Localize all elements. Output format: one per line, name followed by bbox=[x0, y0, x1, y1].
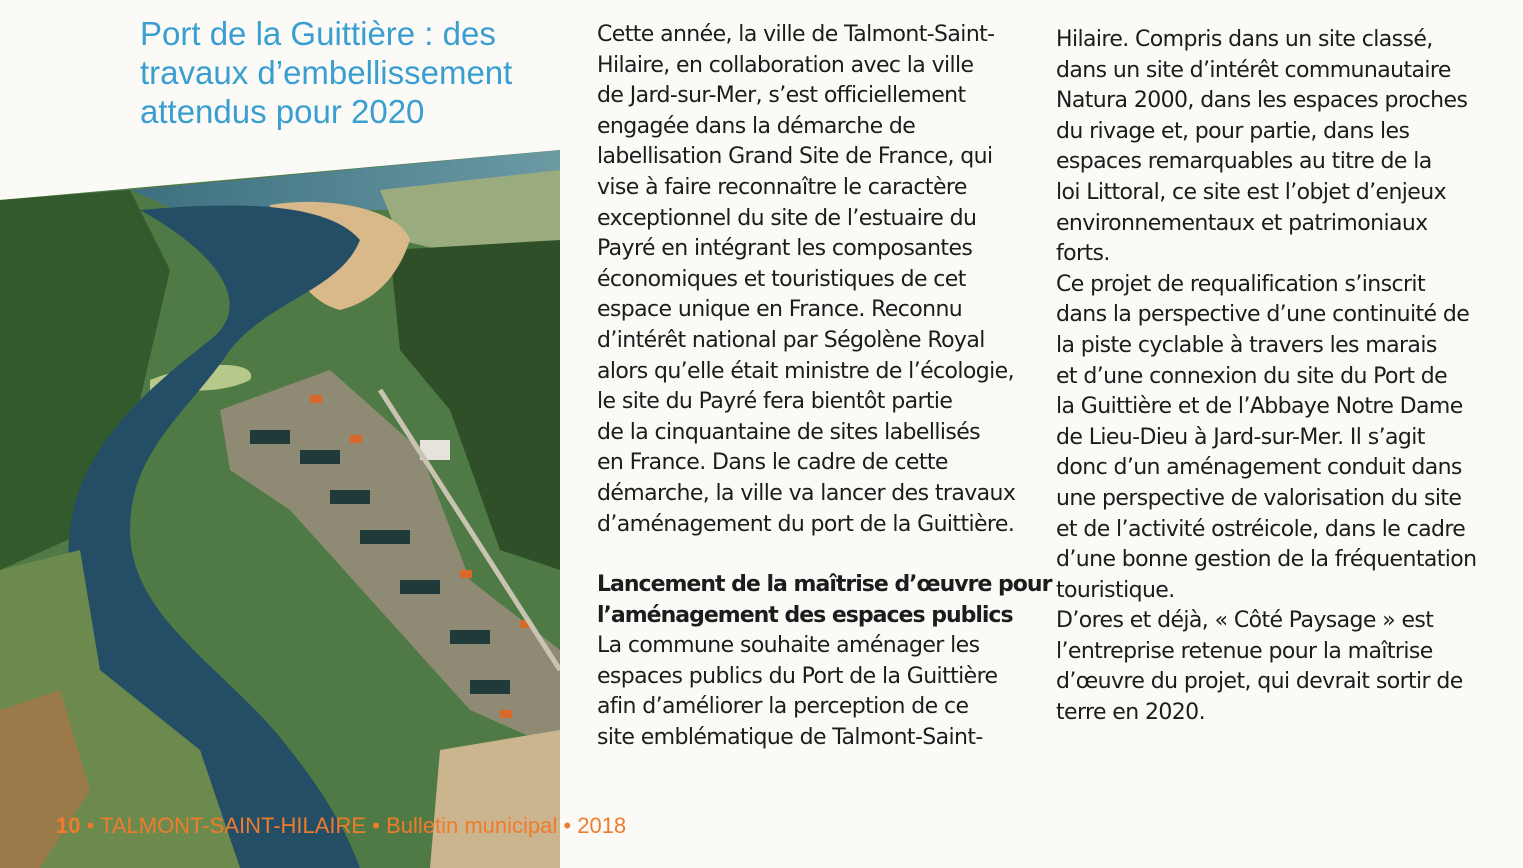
article-column-2 bbox=[1056, 25, 1516, 729]
paragraph-line: engagée dans la démarche de bbox=[597, 113, 916, 139]
paragraph-line: l’entreprise retenue pour la maîtrise bbox=[1056, 638, 1433, 664]
paragraph-line: dans un site d’intérêt communautaire bbox=[1056, 57, 1451, 83]
paragraph-line: d’œuvre du projet, qui devrait sortir de bbox=[1056, 669, 1463, 695]
paragraph-line: de Jard-sur-Mer, s’est officiellement bbox=[597, 83, 966, 109]
section-subheading: l’aménagement des espaces publics bbox=[597, 602, 1013, 628]
title-line: travaux d’embellissement bbox=[140, 54, 513, 91]
article-column-1 bbox=[597, 20, 1052, 754]
paragraph-line: Hilaire, en collaboration avec la ville bbox=[597, 52, 974, 78]
page-footer bbox=[56, 813, 626, 839]
paragraph-line: espaces remarquables au titre de la bbox=[1056, 149, 1432, 175]
paragraph-line: Ce projet de requalification s’inscrit bbox=[1056, 271, 1425, 297]
paragraph-line: site emblématique de Talmont-Saint- bbox=[597, 725, 983, 751]
paragraph-line: d’intérêt national par Ségolène Royal bbox=[597, 327, 985, 353]
footer-separator: • bbox=[372, 813, 380, 838]
paragraph-line: environnementaux et patrimoniaux bbox=[1056, 210, 1428, 236]
paragraph-line: Hilaire. Compris dans un site classé, bbox=[1056, 27, 1433, 52]
footer-publication: Bulletin municipal bbox=[386, 813, 558, 838]
paragraph-line: du rivage et, pour partie, dans les bbox=[1056, 118, 1410, 144]
title-line: attendus pour 2020 bbox=[140, 93, 425, 130]
paragraph-line: la piste cyclable à travers les marais bbox=[1056, 332, 1437, 358]
paragraph-line: La commune souhaite aménager les bbox=[597, 633, 980, 659]
paragraph-line: de Lieu-Dieu à Jard-sur-Mer. Il s’agit bbox=[1056, 424, 1425, 450]
paragraph-line: espace unique en France. Reconnu bbox=[597, 297, 963, 323]
paragraph-line: vise à faire reconnaître le caractère bbox=[597, 174, 967, 200]
aerial-estuary-photo bbox=[0, 150, 560, 868]
paragraph-line: de la cinquantaine de sites labellisés bbox=[597, 419, 981, 445]
section-subheading: Lancement de la maîtrise d’œuvre pour bbox=[597, 572, 1052, 598]
paragraph-line: alors qu’elle était ministre de l’écologie, bbox=[597, 358, 1014, 384]
footer-year: 2018 bbox=[577, 813, 627, 838]
paragraph-line: la Guittière et de l’Abbaye Notre Dame bbox=[1056, 394, 1463, 420]
footer-separator: • bbox=[86, 813, 95, 838]
paragraph-line: démarche, la ville va lancer des travaux bbox=[597, 480, 1016, 506]
paragraph-line: touristique. bbox=[1056, 577, 1175, 603]
paragraph-line: et d’une connexion du site du Port de bbox=[1056, 363, 1448, 389]
paragraph-line: et de l’activité ostréicole, dans le cadre bbox=[1056, 516, 1466, 542]
paragraph-line: dans la perspective d’une continuité de bbox=[1056, 302, 1470, 328]
paragraph-line: économiques et touristiques de cet bbox=[597, 266, 966, 292]
paragraph-line: labellisation Grand Site de France, qui bbox=[597, 144, 993, 170]
paragraph-line: Natura 2000, dans les espaces proches bbox=[1056, 88, 1468, 114]
paragraph-line: le site du Payré fera bientôt partie bbox=[597, 389, 953, 415]
footer-city: TALMONT-SAINT-HILAIRE bbox=[100, 813, 367, 838]
paragraph-line: Cette année, la ville de Talmont-Saint- bbox=[597, 22, 995, 47]
paragraph-line: D’ores et déjà, « Côté Paysage » est bbox=[1056, 608, 1434, 634]
title-line: Port de la Guittière : des bbox=[140, 15, 496, 52]
paragraph-line: d’une bonne gestion de la fréquentation bbox=[1056, 547, 1477, 573]
paragraph-line: forts. bbox=[1056, 241, 1110, 267]
paragraph-line: d’aménagement du port de la Guittière. bbox=[597, 511, 1015, 537]
paragraph-line: en France. Dans le cadre de cette bbox=[597, 450, 948, 476]
paragraph-line: Payré en intégrant les composantes bbox=[597, 236, 973, 262]
paragraph-line: espaces publics du Port de la Guittière bbox=[597, 663, 998, 689]
paragraph-line: terre en 2020. bbox=[1056, 700, 1205, 726]
paragraph-line: exceptionnel du site de l’estuaire du bbox=[597, 205, 977, 231]
paragraph-line: afin d’améliorer la perception de ce bbox=[597, 694, 969, 720]
paragraph-line: loi Littoral, ce site est l’objet d’enjeux bbox=[1056, 179, 1446, 205]
paragraph-line: une perspective de valorisation du site bbox=[1056, 485, 1462, 511]
page-number: 10 bbox=[56, 813, 81, 838]
paragraph-line: donc d’un aménagement conduit dans bbox=[1056, 455, 1462, 481]
footer-separator: • bbox=[563, 813, 572, 838]
article-title bbox=[140, 14, 560, 131]
